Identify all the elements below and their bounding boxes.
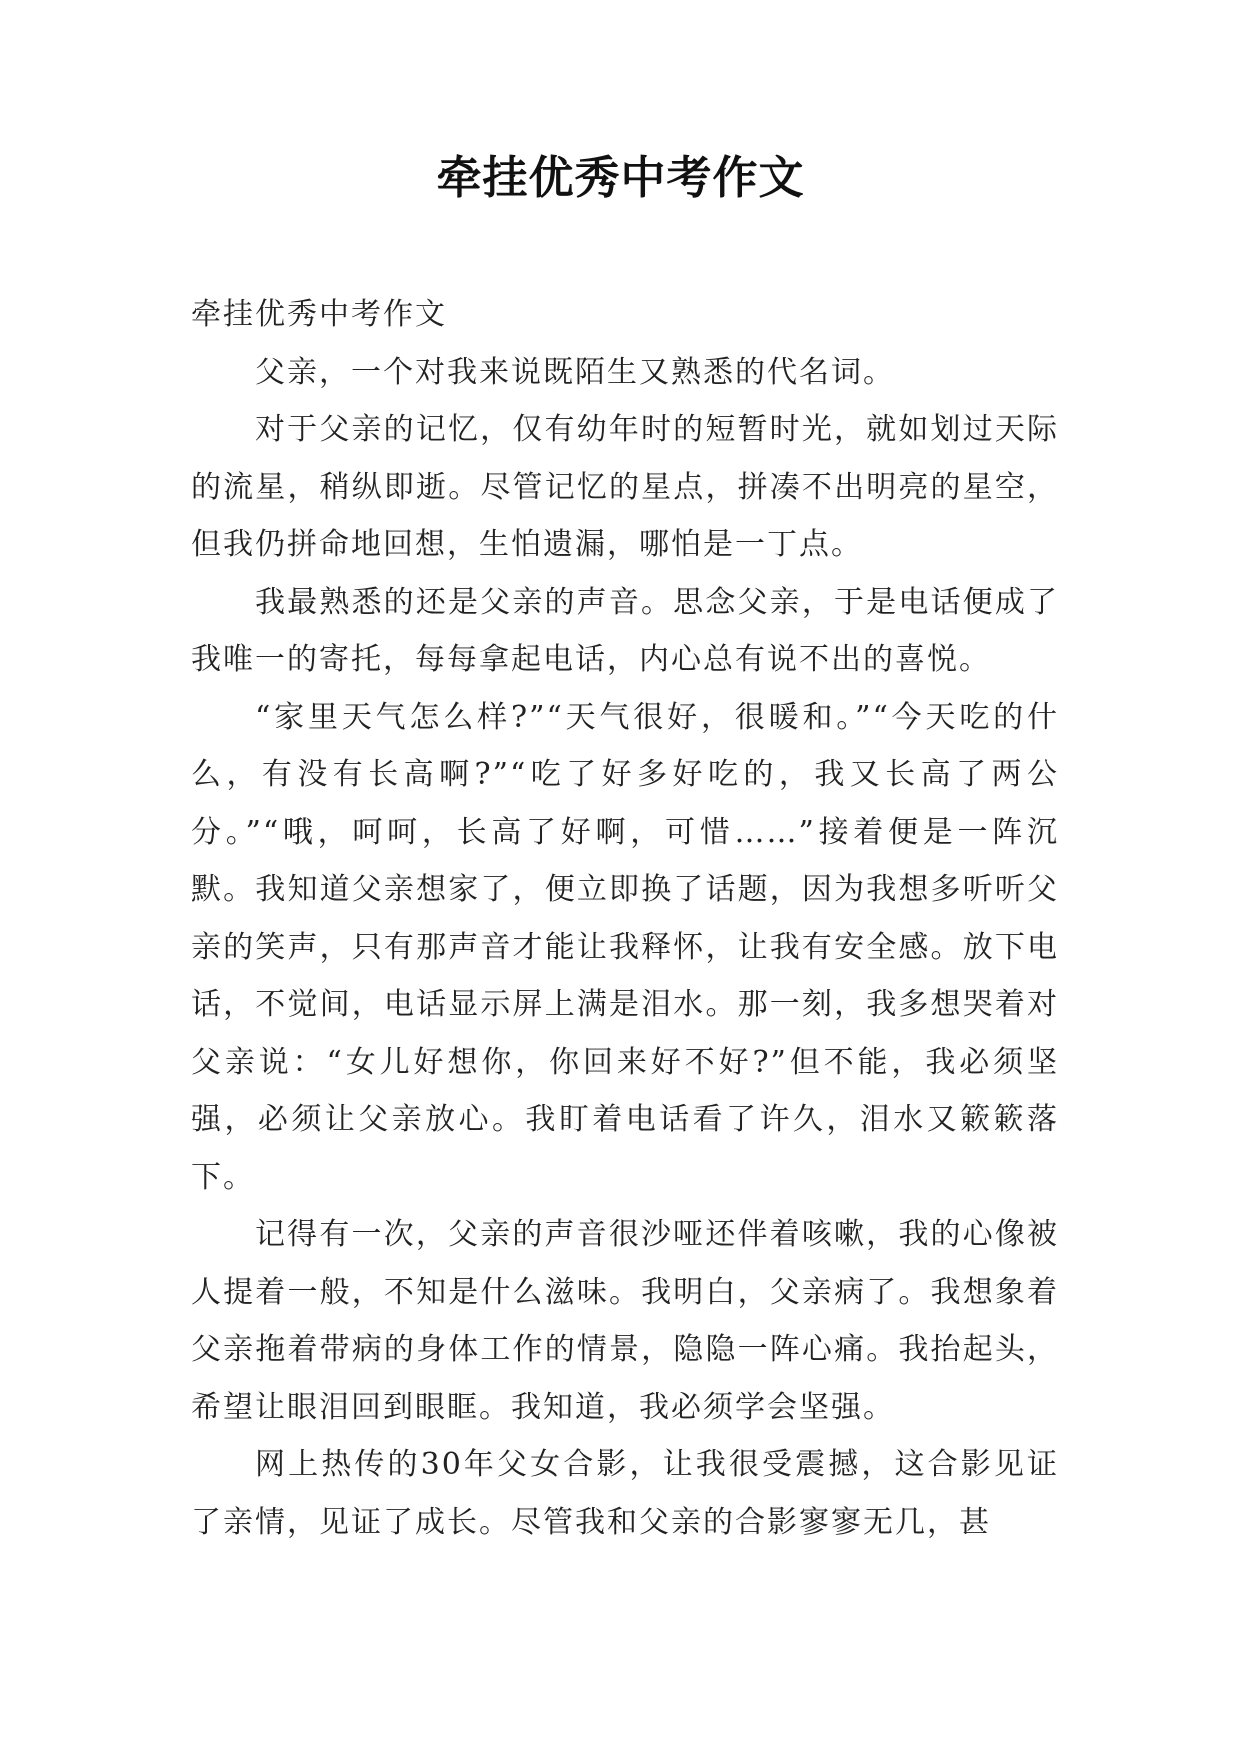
- paragraph: 对于父亲的记忆，仅有幼年时的短暂时光，就如划过天际的流星，稍纵即逝。尽管记忆的星点，拼凑不出明亮的星空，但我仍拼命地回想，生怕遗漏，哪怕是一丁点。: [191, 412, 1059, 562]
- paragraph: 记得有一次，父亲的声音很沙哑还伴着咳嗽，我的心像被人提着一般，不知是什么滋味。我明白，父亲病了。我想象着父亲拖着带病的身体工作的情景，隐隐一阵心痛。我抬起头，希望让眼泪回到眼眶。我知道，我必须学会坚强。: [191, 1217, 1059, 1425]
- paragraph: “家里天气怎么样?”“天气很好，很暖和。”“今天吃的什么，有没有长高啊?”“吃了好多好吃的，我又长高了两公分。”“哦，呵呵，长高了好啊，可惜……”接着便是一阵沉默。我知道父亲想家了，便立即换了话题，因为我想多听听父亲的笑声，只有那声音才能让我释怀，让我有安全感。放下电话，不觉间，电话显示屏上满是泪水。那一刻，我多想哭着对父亲说：“女儿好想你，你回来好不好?”但不能，我必须坚强，必须让父亲放心。我盯着电话看了许久，泪水又簌簌落下。: [191, 699, 1059, 1195]
- paragraph: 父亲，一个对我来说既陌生又熟悉的代名词。: [255, 354, 895, 390]
- document-subtitle: 牵挂优秀中考作文: [191, 297, 447, 332]
- paragraph: 网上热传的30年父女合影，让我很受震撼，这合影见证了亲情，见证了成长。尽管我和父亲的合影寥寥无几，甚: [191, 1447, 1059, 1540]
- document-body: [191, 286, 1059, 1551]
- document-title: 牵挂优秀中考作文: [436, 151, 805, 204]
- paragraph: 我最熟悉的还是父亲的声音。思念父亲，于是电话便成了我唯一的寄托，每每拿起电话，内心总有说不出的喜悦。: [191, 584, 1059, 677]
